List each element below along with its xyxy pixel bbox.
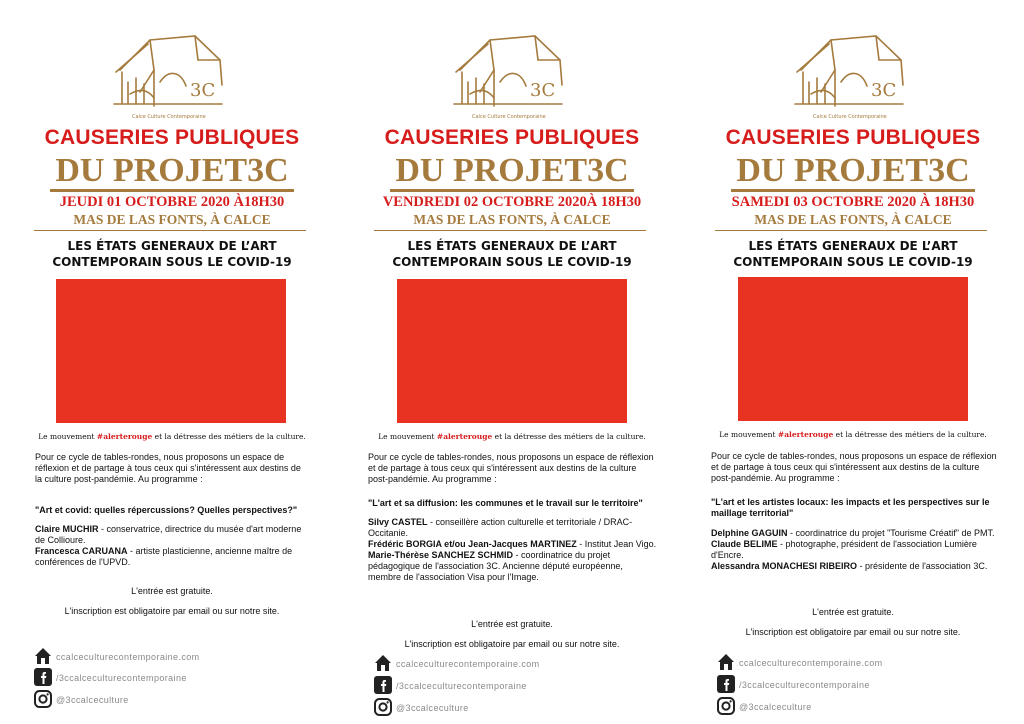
website-text: ccalceculturecontemporaine.com: [56, 652, 200, 662]
home-icon: [34, 647, 52, 665]
speaker-role: - coordinatrice du projet pédagogique de l'association 3C. Ancienne député européenne, membre de l'association Visa pour l'Image.: [368, 550, 623, 582]
theme-line-2: CONTEMPORAIN SOUS LE COVID-19: [733, 255, 973, 269]
speaker-name: Alessandra MONACHESI RIBEIRO: [711, 561, 858, 571]
caption-post: et la détresse des métiers de la culture.: [833, 430, 987, 439]
flyer-panel-2: [362, 0, 662, 724]
instagram-text: @3ccalceculture: [56, 695, 129, 705]
speaker-name: Marie-Thérèse SANCHEZ SCHMID: [368, 550, 514, 560]
caption-pre: Le mouvement: [719, 430, 778, 439]
body-text: [368, 452, 658, 583]
logo-3c: 3C: [871, 80, 897, 101]
speaker-name: Delphine GAGUIN: [711, 528, 788, 538]
theme-title: [22, 238, 322, 270]
image-caption: [362, 432, 662, 441]
speaker-3: [711, 561, 999, 572]
home-icon: [717, 653, 735, 671]
speaker-name: Francesca CARUANA: [35, 546, 128, 556]
event-date: SAMEDI 03 OCTOBRE 2020 À 18H30: [731, 194, 975, 210]
theme-line-1: LES ÉTATS GENERAUX DE L’ART: [67, 239, 277, 253]
instagram-icon: [34, 690, 52, 708]
registration-note: L'inscription est obligatoire par email ou sur notre site.: [64, 606, 280, 616]
event-place: MAS DE LAS FONTS, À CALCE: [754, 212, 952, 227]
theme-line-1: LES ÉTATS GENERAUX DE L’ART: [748, 239, 958, 253]
red-image: [738, 277, 968, 421]
body-text: [711, 451, 999, 572]
registration-note: L'inscription est obligatoire par email ou sur notre site.: [404, 639, 620, 649]
house-logo-icon: [450, 30, 574, 122]
title-line-2: DU PROJET3C: [55, 152, 289, 189]
house-logo-icon: [110, 30, 234, 122]
registration-note: L'inscription est obligatoire par email ou sur notre site.: [745, 627, 961, 637]
instagram-icon: [374, 698, 392, 716]
speaker-role: - présidente de l'association 3C.: [857, 561, 988, 571]
speaker-name: Claire MUCHIR: [35, 524, 99, 534]
speaker-role: - coordinatrice du projet "Tourisme Créatif" de PMT.: [787, 528, 995, 538]
intro-text: Pour ce cycle de tables-rondes, nous proposons un espace de réflexion et de partage à tous ceux qui s'intéressent aux destins de la culture post-pandémie. Au programme :: [35, 452, 301, 484]
facebook-text: /3ccalceculturecontemporaine: [396, 681, 527, 691]
title-underline: [731, 189, 975, 192]
program-title: "L'art et sa diffusion: les communes et le travail sur le territoire": [368, 498, 643, 508]
speaker-role: - conseillère action culturelle et territoriale / DRAC-Occitanie.: [368, 517, 633, 538]
caption-post: et la détresse des métiers de la culture.: [492, 432, 646, 441]
divider: [715, 230, 987, 231]
title-underline: [390, 189, 634, 192]
caption-post: et la détresse des métiers de la culture.: [152, 432, 306, 441]
speaker-name: Frédéric BORGIA et/ou Jean-Jacques MARTINEZ: [368, 539, 577, 549]
theme-title: [362, 238, 662, 270]
instagram-text: @3ccalceculture: [739, 702, 812, 712]
speaker-3: [368, 550, 658, 583]
event-date: JEUDI 01 OCTOBRE 2020 À18H30: [59, 194, 285, 210]
program-title: "Art et covid: quelles répercussions? Quelles perspectives?": [35, 505, 298, 515]
red-image: [56, 279, 286, 423]
facebook-icon: [717, 675, 735, 693]
speaker-1: [35, 524, 307, 546]
facebook-icon: [34, 668, 52, 686]
title-underline: [50, 189, 294, 192]
logo-tagline: Calce Culture Contemporaine: [813, 114, 887, 120]
speaker-1: [711, 528, 999, 539]
theme-line-2: CONTEMPORAIN SOUS LE COVID-19: [392, 255, 632, 269]
title-line-1: CAUSERIES PUBLIQUES: [725, 126, 981, 149]
speaker-name: Claude BELIME: [711, 539, 778, 549]
speaker-1: [368, 517, 658, 539]
event-place: MAS DE LAS FONTS, À CALCE: [413, 212, 611, 227]
red-image: [397, 279, 627, 423]
speaker-2: [711, 539, 999, 561]
image-caption: [703, 430, 1003, 439]
website-text: ccalceculturecontemporaine.com: [739, 658, 883, 668]
logo-tagline: Calce Culture Contemporaine: [132, 114, 206, 120]
flyer-panel-1: [22, 0, 322, 724]
free-entry: L'entrée est gratuite.: [471, 619, 553, 629]
speaker-2: [35, 546, 307, 568]
flyer-panel-3: [703, 0, 1003, 724]
facebook-text: /3ccalceculturecontemporaine: [56, 673, 187, 683]
logo-3c: 3C: [530, 80, 556, 101]
title-line-2: DU PROJET3C: [736, 152, 970, 189]
title-line-2: DU PROJET3C: [395, 152, 629, 189]
house-logo-icon: [791, 30, 915, 122]
speaker-role: - artiste plasticienne, ancienne maître de conférences de l'UPVD.: [35, 546, 293, 567]
speaker-name: Silvy CASTEL: [368, 517, 428, 527]
instagram-icon: [717, 697, 735, 715]
speaker-2: [368, 539, 658, 550]
divider: [374, 230, 646, 231]
theme-line-1: LES ÉTATS GENERAUX DE L’ART: [407, 239, 617, 253]
free-entry: L'entrée est gratuite.: [812, 607, 894, 617]
title-line-1: CAUSERIES PUBLIQUES: [384, 126, 640, 149]
event-place: MAS DE LAS FONTS, À CALCE: [73, 212, 271, 227]
website-text: ccalceculturecontemporaine.com: [396, 659, 540, 669]
speaker-role: - Institut Jean Vigo.: [576, 539, 657, 549]
facebook-text: /3ccalceculturecontemporaine: [739, 680, 870, 690]
home-icon: [374, 654, 392, 672]
facebook-icon: [374, 676, 392, 694]
divider: [34, 230, 306, 231]
theme-title: [703, 238, 1003, 270]
hashtag: #alerterouge: [96, 432, 153, 441]
speaker-role: - conservatrice, directrice du musée d'art moderne de Collioure.: [35, 524, 302, 545]
body-text: [35, 452, 307, 568]
hashtag: #alerterouge: [436, 432, 493, 441]
logo-tagline: Calce Culture Contemporaine: [472, 114, 546, 120]
intro-text: Pour ce cycle de tables-rondes, nous proposons un espace de réflexion et de partage à tous ceux qui s'intéressent aux destins de la culture post-pandémie. Au programme :: [368, 452, 654, 484]
caption-pre: Le mouvement: [38, 432, 97, 441]
instagram-text: @3ccalceculture: [396, 703, 469, 713]
program-title: "L'art et les artistes locaux: les impacts et les perspectives sur le maillage territorial": [711, 497, 990, 518]
logo-3c: 3C: [190, 80, 216, 101]
speaker-role: - photographe, président de l'association Lumière d'Encre.: [711, 539, 977, 560]
title-line-1: CAUSERIES PUBLIQUES: [44, 126, 300, 149]
intro-text: Pour ce cycle de tables-rondes, nous proposons un espace de réflexion et de partage à tous ceux qui s'intéressent aux destins de la culture post-pandémie. Au programme :: [711, 451, 997, 483]
caption-pre: Le mouvement: [378, 432, 437, 441]
event-date: VENDREDI 02 OCTOBRE 2020À 18H30: [382, 194, 642, 210]
free-entry: L'entrée est gratuite.: [131, 586, 213, 596]
theme-line-2: CONTEMPORAIN SOUS LE COVID-19: [52, 255, 292, 269]
hashtag: #alerterouge: [777, 430, 834, 439]
image-caption: [22, 432, 322, 441]
